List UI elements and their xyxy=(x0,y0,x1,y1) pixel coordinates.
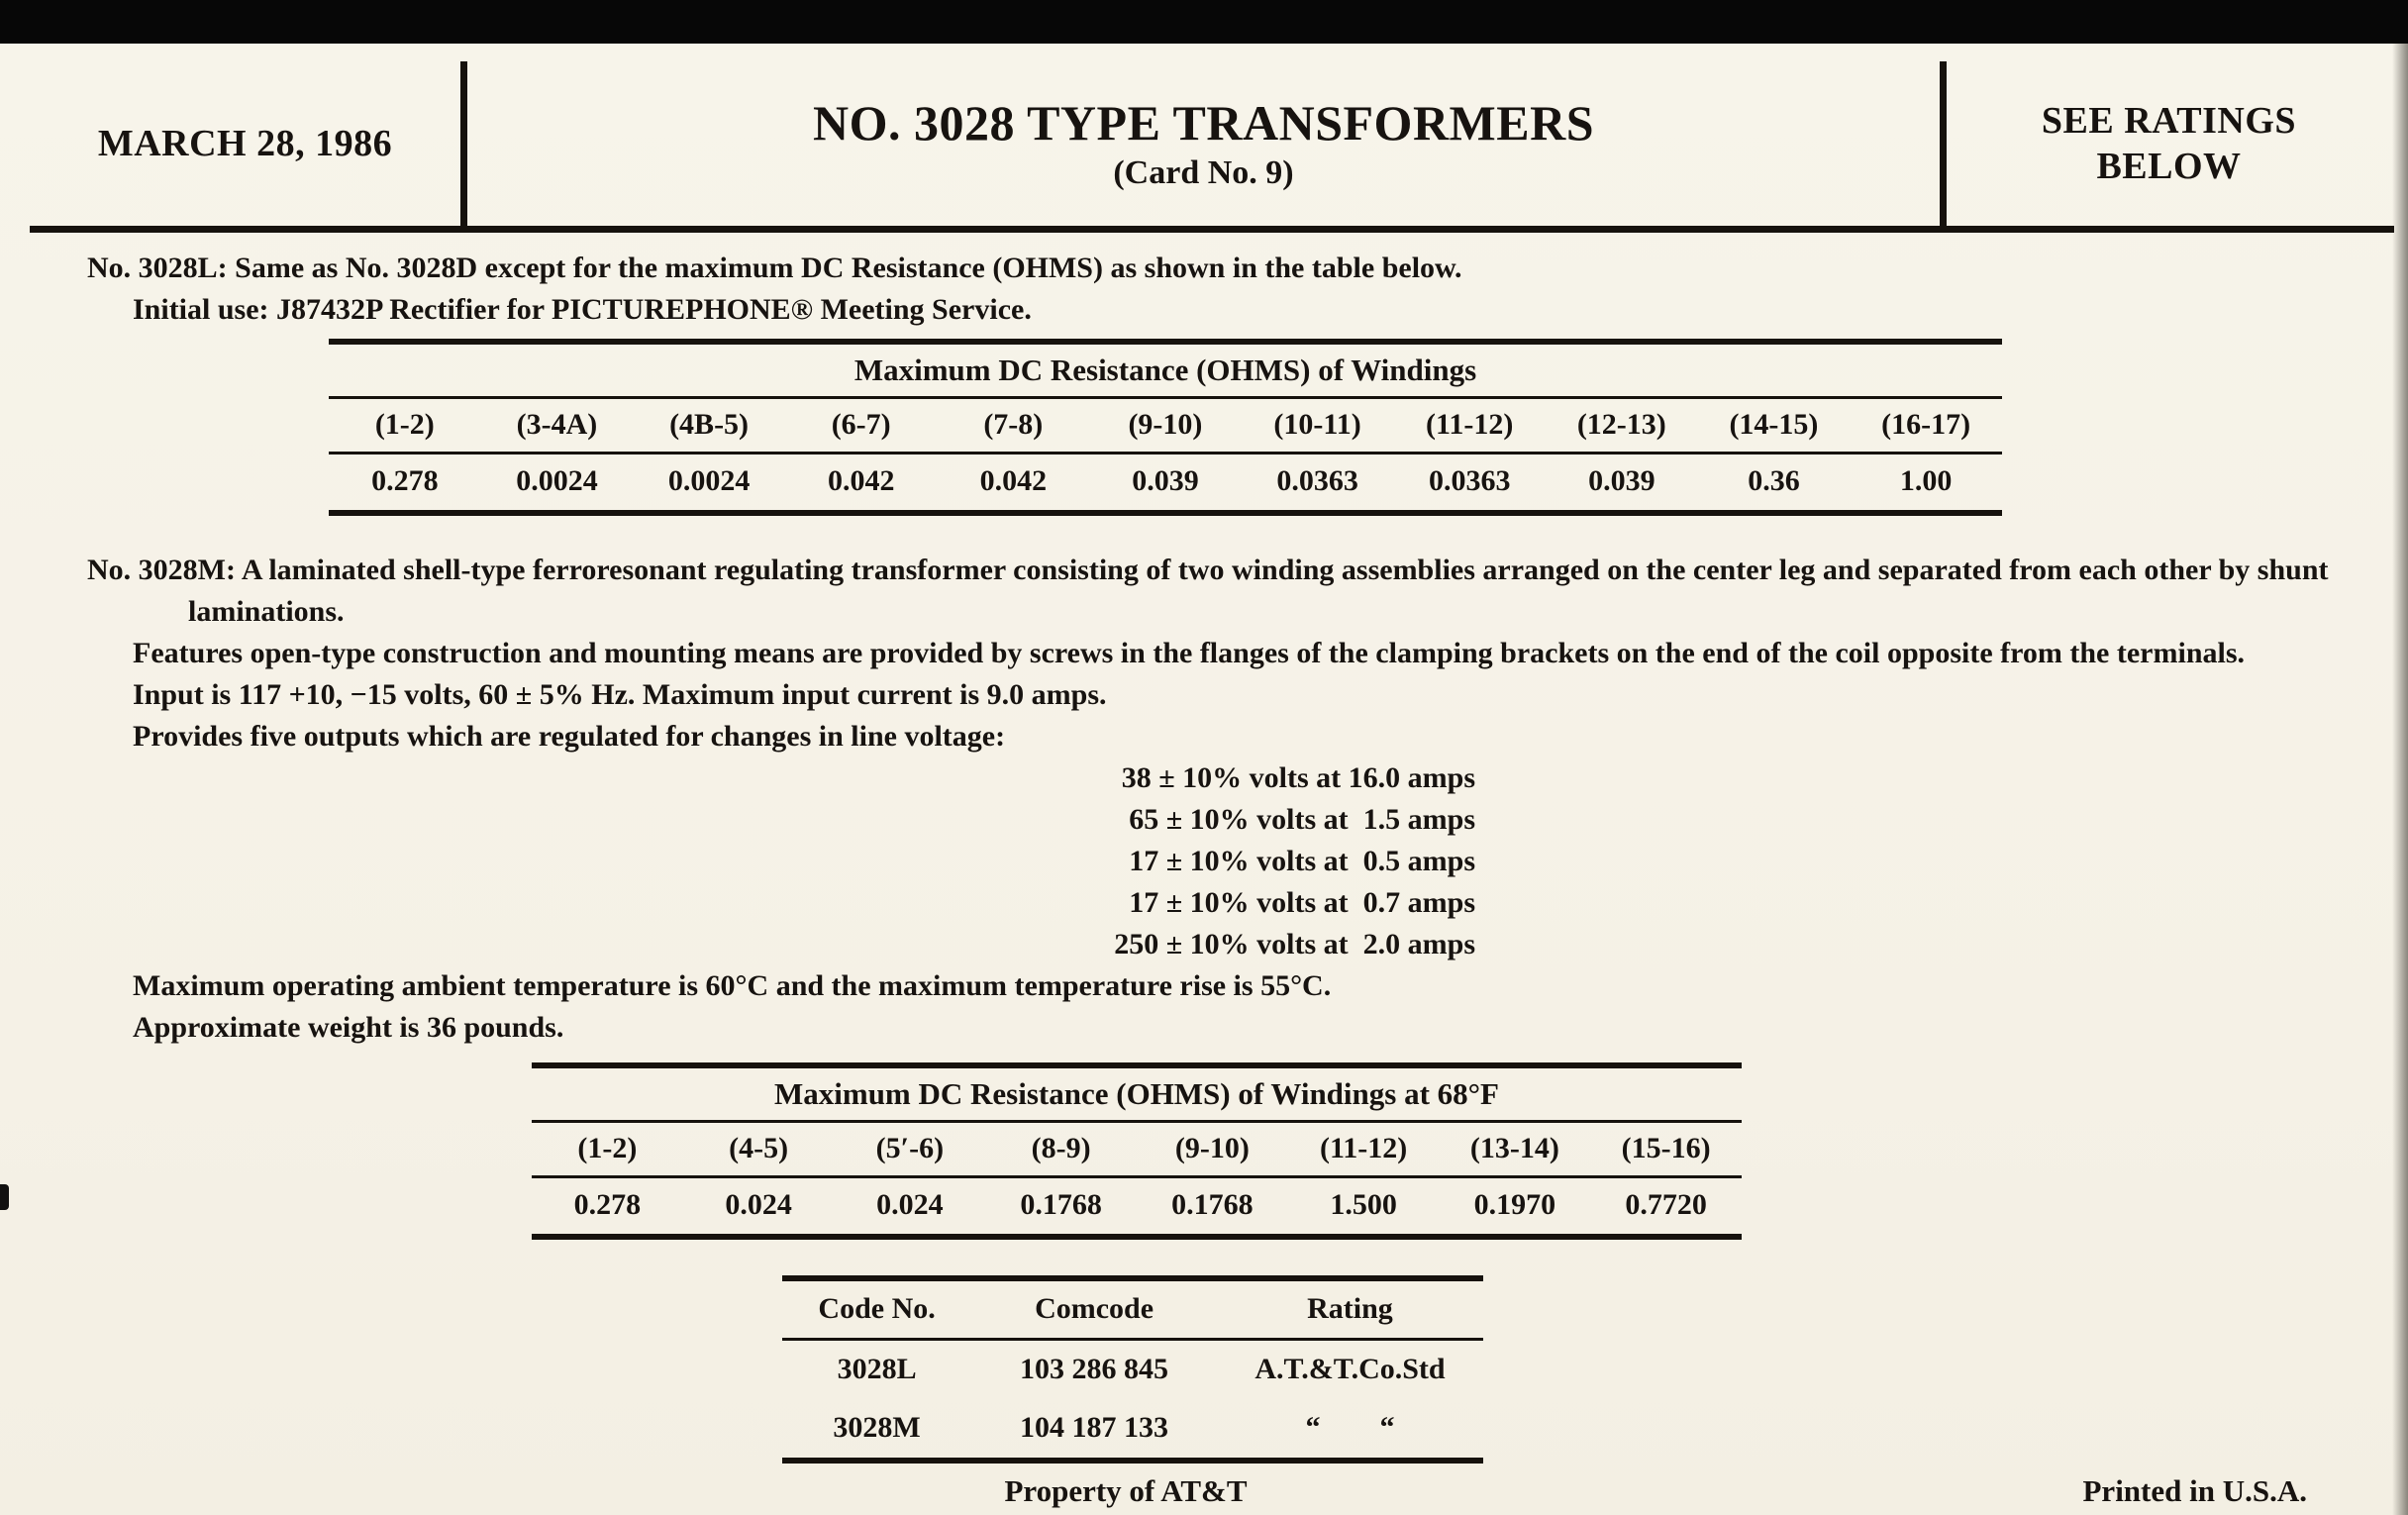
value-cell: 0.7720 xyxy=(1625,1188,1707,1221)
output-ratings-list xyxy=(0,758,1475,965)
output-rating-4: 17 ± 10% volts at 0.7 amps xyxy=(1129,886,1475,919)
table-row xyxy=(782,1340,1483,1400)
rating-cell: A.T.&T.Co.Std xyxy=(1254,1353,1446,1385)
value-cell: 1.00 xyxy=(1899,464,1953,497)
value-cell: 0.042 xyxy=(979,464,1048,497)
section-3028l-initial-use: Initial use: J87432P Rectifier for PICTUREPHONE® Meeting Service. xyxy=(133,293,1032,326)
value-cell: 1.500 xyxy=(1330,1188,1397,1221)
output-rating-3: 17 ± 10% volts at 0.5 amps xyxy=(1129,845,1475,877)
column-header: (4B-5) xyxy=(633,398,785,454)
column-header: (14-15) xyxy=(1698,398,1851,454)
column-header: (15-16) xyxy=(1590,1122,1742,1177)
document-footer xyxy=(0,1473,2408,1515)
ratings-note-line2: BELOW xyxy=(2096,146,2242,187)
dc-resistance-table-3028m xyxy=(532,1062,1742,1240)
ratings-note xyxy=(1947,61,2391,226)
header-title-block xyxy=(467,61,1940,226)
page-title: NO. 3028 TYPE TRANSFORMERS xyxy=(812,94,1595,151)
column-header: (6-7) xyxy=(785,398,938,454)
table-value-row xyxy=(532,1177,1742,1238)
column-header: (10-11) xyxy=(1242,398,1394,454)
comcode-cell: 104 187 133 xyxy=(1020,1411,1169,1444)
card-number: (Card No. 9) xyxy=(1113,153,1294,191)
column-header: (12-13) xyxy=(1546,398,1698,454)
ratings-note-line1: SEE RATINGS xyxy=(2041,99,2297,142)
output-rating-5: 250 ± 10% volts at 2.0 amps xyxy=(1114,928,1475,960)
section-3028m-weight: Approximate weight is 36 pounds. xyxy=(133,1011,564,1044)
column-header: (1-2) xyxy=(329,398,481,454)
column-header-rating: Rating xyxy=(1217,1278,1483,1340)
value-cell: 0.1768 xyxy=(1171,1188,1254,1221)
comcode-cell: 103 286 845 xyxy=(1020,1353,1169,1385)
code-no-cell: 3028M xyxy=(833,1411,921,1444)
document-header xyxy=(30,61,2391,226)
value-cell: 0.278 xyxy=(371,464,439,497)
document-body xyxy=(0,248,2408,1464)
table-header-row xyxy=(532,1122,1742,1177)
table-title-3028l: Maximum DC Resistance (OHMS) of Windings xyxy=(329,342,2002,398)
column-header: (3-4A) xyxy=(481,398,634,454)
column-header: (11-12) xyxy=(1288,1122,1440,1177)
column-header: (16-17) xyxy=(1850,398,2002,454)
header-divider-left xyxy=(460,61,467,226)
value-cell: 0.039 xyxy=(1588,464,1656,497)
property-notice: Property of AT&T xyxy=(1004,1473,1248,1508)
code-comcode-rating-table xyxy=(782,1275,1483,1464)
value-cell: 0.0363 xyxy=(1276,464,1358,497)
column-header: (11-12) xyxy=(1393,398,1546,454)
column-header: (8-9) xyxy=(985,1122,1137,1177)
output-rating-1: 38 ± 10% volts at 16.0 amps xyxy=(1121,761,1475,794)
section-3028m-features: Features open-type construction and mounting means are provided by screws in the flanges of the clamping brackets on the end of the coil opposite from the terminals. xyxy=(133,637,2246,669)
value-cell: 0.0024 xyxy=(516,464,598,497)
column-header: (1-2) xyxy=(532,1122,683,1177)
rating-ditto-cell: “ “ xyxy=(1305,1411,1395,1444)
column-header: (13-14) xyxy=(1440,1122,1591,1177)
scan-artifact-top-bar xyxy=(0,0,2408,44)
table-row xyxy=(782,1399,1483,1461)
section-3028m-description: No. 3028M: A laminated shell-type ferroresonant regulating transformer consisting of two winding assemblies arranged on the center leg and separated from each other by shunt laminations. xyxy=(87,554,2329,628)
column-header: (9-10) xyxy=(1137,1122,1288,1177)
value-cell: 0.039 xyxy=(1132,464,1199,497)
value-cell: 0.0024 xyxy=(667,464,751,497)
column-header: (9-10) xyxy=(1089,398,1242,454)
value-cell: 0.042 xyxy=(827,464,895,497)
header-rule xyxy=(30,226,2394,233)
column-header: (5′-6) xyxy=(835,1122,986,1177)
dc-resistance-table-3028l xyxy=(329,339,2002,516)
table-title-3028m: Maximum DC Resistance (OHMS) of Windings at 68°F xyxy=(532,1065,1742,1122)
value-cell: 0.1970 xyxy=(1473,1188,1556,1221)
section-3028m-outputs-intro: Provides five outputs which are regulated for changes in line voltage: xyxy=(133,720,1006,753)
document-date: MARCH 28, 1986 xyxy=(97,123,393,164)
section-3028l-intro: No. 3028L: Same as No. 3028D except for the maximum DC Resistance (OHMS) as shown in the table below. xyxy=(87,252,1462,284)
table-value-row xyxy=(329,454,2002,514)
value-cell: 0.0363 xyxy=(1428,464,1511,497)
table-header-row xyxy=(782,1278,1483,1340)
value-cell: 0.1768 xyxy=(1020,1188,1102,1221)
value-cell: 0.36 xyxy=(1748,464,1800,497)
column-header-code-no: Code No. xyxy=(782,1278,971,1340)
header-divider-right xyxy=(1940,61,1947,226)
column-header: (4-5) xyxy=(683,1122,835,1177)
output-rating-2: 65 ± 10% volts at 1.5 amps xyxy=(1129,803,1475,836)
section-3028m-temperature: Maximum operating ambient temperature is 60°C and the maximum temperature rise is 55°C. xyxy=(133,969,1332,1002)
section-3028m-input: Input is 117 +10, −15 volts, 60 ± 5% Hz. Maximum input current is 9.0 amps. xyxy=(133,678,1107,711)
value-cell: 0.024 xyxy=(725,1188,792,1221)
column-header: (7-8) xyxy=(938,398,1090,454)
column-header-comcode: Comcode xyxy=(971,1278,1217,1340)
value-cell: 0.024 xyxy=(876,1188,944,1221)
printed-notice: Printed in U.S.A. xyxy=(2082,1473,2307,1508)
code-no-cell: 3028L xyxy=(837,1353,917,1385)
table-header-row xyxy=(329,398,2002,454)
value-cell: 0.278 xyxy=(573,1188,642,1221)
